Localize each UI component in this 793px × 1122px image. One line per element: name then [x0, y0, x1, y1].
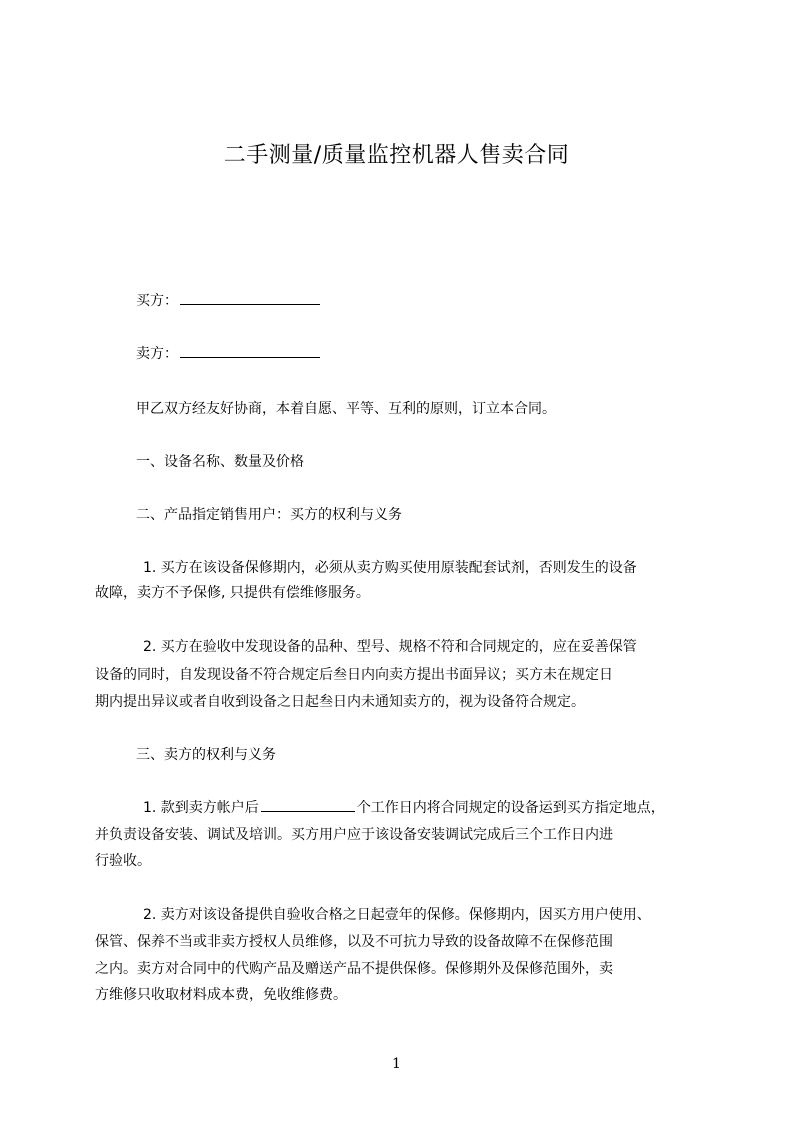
section3-heading: 三、卖方的权利与义务 [136, 747, 276, 763]
s2-item2-line3: 期内提出异议或者自收到设备之日起叁日内未通知卖方的，视为设备符合规定。 [95, 694, 585, 710]
page-number: 1 [392, 1056, 401, 1072]
s3-item1-line2: 并负责设备安装、调试及培训。买方用户应于该设备安装调试完成后三个工作日内进 [95, 827, 613, 843]
s2-item1-line2: 故障，卖方不予保修, 只提供有偿维修服务。 [95, 585, 370, 601]
s3-item1-line1 [143, 794, 758, 822]
s3-item2-line3: 之内。卖方对合同中的代购产品及赠送产品不提供保修。保修期外及保修范围外，卖 [95, 961, 613, 977]
working-days-blank [261, 797, 355, 812]
seller-line [136, 340, 751, 368]
s2-item2-line1: 2. 买方在验收中发现设备的品种、型号、规格不符和合同规定的，应在妥善保管 [143, 639, 637, 655]
s3-item1-prefix: 1. 款到卖方帐户后 [143, 800, 259, 816]
document-title: 二手测量/质量监控机器人售卖合同 [223, 143, 570, 168]
s2-item1-line1: 1. 买方在该设备保修期内，必须从卖方购买使用原装配套试剂，否则发生的设备 [143, 560, 637, 576]
section1-heading: 一、设备名称、数量及价格 [136, 454, 304, 470]
s3-item1-suffix: 个工作日内将合同规定的设备运到买方指定地点， [356, 800, 665, 816]
buyer-line [136, 287, 751, 315]
intro-paragraph: 甲乙双方经友好协商，本着自愿、平等、互利的原则，订立本合同。 [136, 401, 556, 417]
buyer-blank [180, 290, 320, 305]
seller-label: 卖方： [136, 346, 178, 362]
s3-item2-line4: 方维修只收取材料成本费，免收维修费。 [95, 987, 347, 1003]
s3-item2-line1: 2. 卖方对该设备提供自验收合格之日起壹年的保修。保修期内，因买方用户使用、 [143, 907, 651, 923]
section2-heading: 二、产品指定销售用户：买方的权利与义务 [136, 507, 402, 523]
s3-item2-line2: 保管、保养不当或非卖方授权人员维修，以及不可抗力导致的设备故障不在保修范围 [95, 934, 613, 950]
s3-item1-line3: 行验收。 [95, 853, 151, 869]
buyer-label: 买方： [136, 293, 178, 309]
s2-item2-line2: 设备的同时，自发现设备不符合规定后叁日内向卖方提出书面异议；买方未在规定日 [95, 667, 613, 683]
seller-blank [180, 343, 320, 358]
